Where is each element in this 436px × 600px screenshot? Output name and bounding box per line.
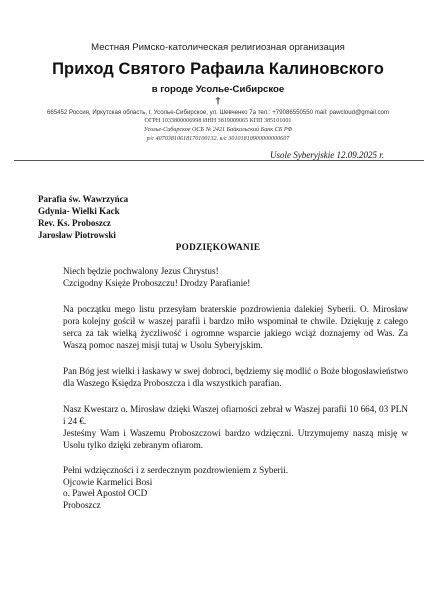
closing-line: Pełni wdzięczności i z serdecznym pozdrowieniem z Syberii. <box>63 465 289 475</box>
signature-line: o. Paweł Apostoł OCD <box>63 488 148 498</box>
recipient-line: Parafia św. Wawrzyńca <box>38 194 129 204</box>
signature-line: Proboszcz <box>63 499 101 510</box>
registration-line: ОГРН 1033800006998 ИНН 3819009065 КПП 385101001 <box>144 118 292 124</box>
header-divider <box>14 160 424 161</box>
organization-line: Местная Римско-католическая религиозная организация <box>91 42 345 53</box>
body-paragraph: Na początku mego listu przesyłam braterskie pozdrowienia dalekiej Syberii. O. Mirosław pora kolejny gościł w waszej parafii i bardzo miło wspominał te chwile. Dziękuję z całego serca za tak wielką życzliwość i ogromne wsparcie jakiego wciąż doznajemy od Was. Za Waszą pomoc naszej misji tutaj w Usolu Syberyjskim. <box>63 304 408 350</box>
donation-line: Nasz Kwestarz o. Mirosław dzięki Waszej ofiarności zebrał w Waszej parafii 10 664, 03 PLN i 24 €. <box>63 404 408 426</box>
parish-name: Приход Святого Рафаила Калиновского <box>52 60 384 78</box>
recipient-line: Gdynia- Wielki Kack <box>38 206 120 216</box>
letter-title: PODZIĘKOWANIE <box>175 242 261 252</box>
address-line: 665452 Россия, Иркутская область, г. Усолье-Сибирское, ул. Шевченко 7а тел.: +79086550550 mail: pawcloud@gmail.com <box>46 109 390 116</box>
signature-block <box>63 465 408 511</box>
body-paragraph: Pan Bóg jest wielki i łaskawy w swej dobroci, będziemy się modlić o Boże błogosławieństwo dla Waszego Księdza Proboszcza i dla wszystkich parafian. <box>63 366 408 388</box>
donation-paragraph <box>63 403 408 451</box>
account-line: р/с 40703810618170100132. к/с 30101810900000000607 <box>146 136 290 142</box>
parish-city: в городе Усолье-Сибирское <box>151 84 285 95</box>
recipient-block <box>38 193 128 241</box>
letter-body <box>63 265 408 511</box>
greeting-line: Czcigodny Księże Proboszczu! Drodzy Parafianie! <box>63 278 251 288</box>
recipient-line: Jarosław Piotrowski <box>38 230 116 240</box>
signature-line: Ojcowie Karmelici Bosi <box>63 476 153 487</box>
greeting-line: Niech będzie pochwalony Jezus Chrystus! <box>63 266 219 276</box>
letter-date: Usole Syberyjskie 12.09.2025 r. <box>270 150 384 160</box>
bank-line: Усолье-Сибирское ОСБ № 2421 Байкальский Банк СБ РФ <box>143 127 293 133</box>
gratitude-line: Jesteśmy Wam i Waszemu Proboszczowi bardzo wdzięczni. Utrzymujemy naszą misję w Usolu tylko dzięki zebranym ofiarom. <box>63 428 408 450</box>
recipient-line: Rev. Ks. Proboszcz <box>38 218 111 228</box>
cross-icon: † <box>215 96 221 107</box>
greeting <box>63 265 408 289</box>
